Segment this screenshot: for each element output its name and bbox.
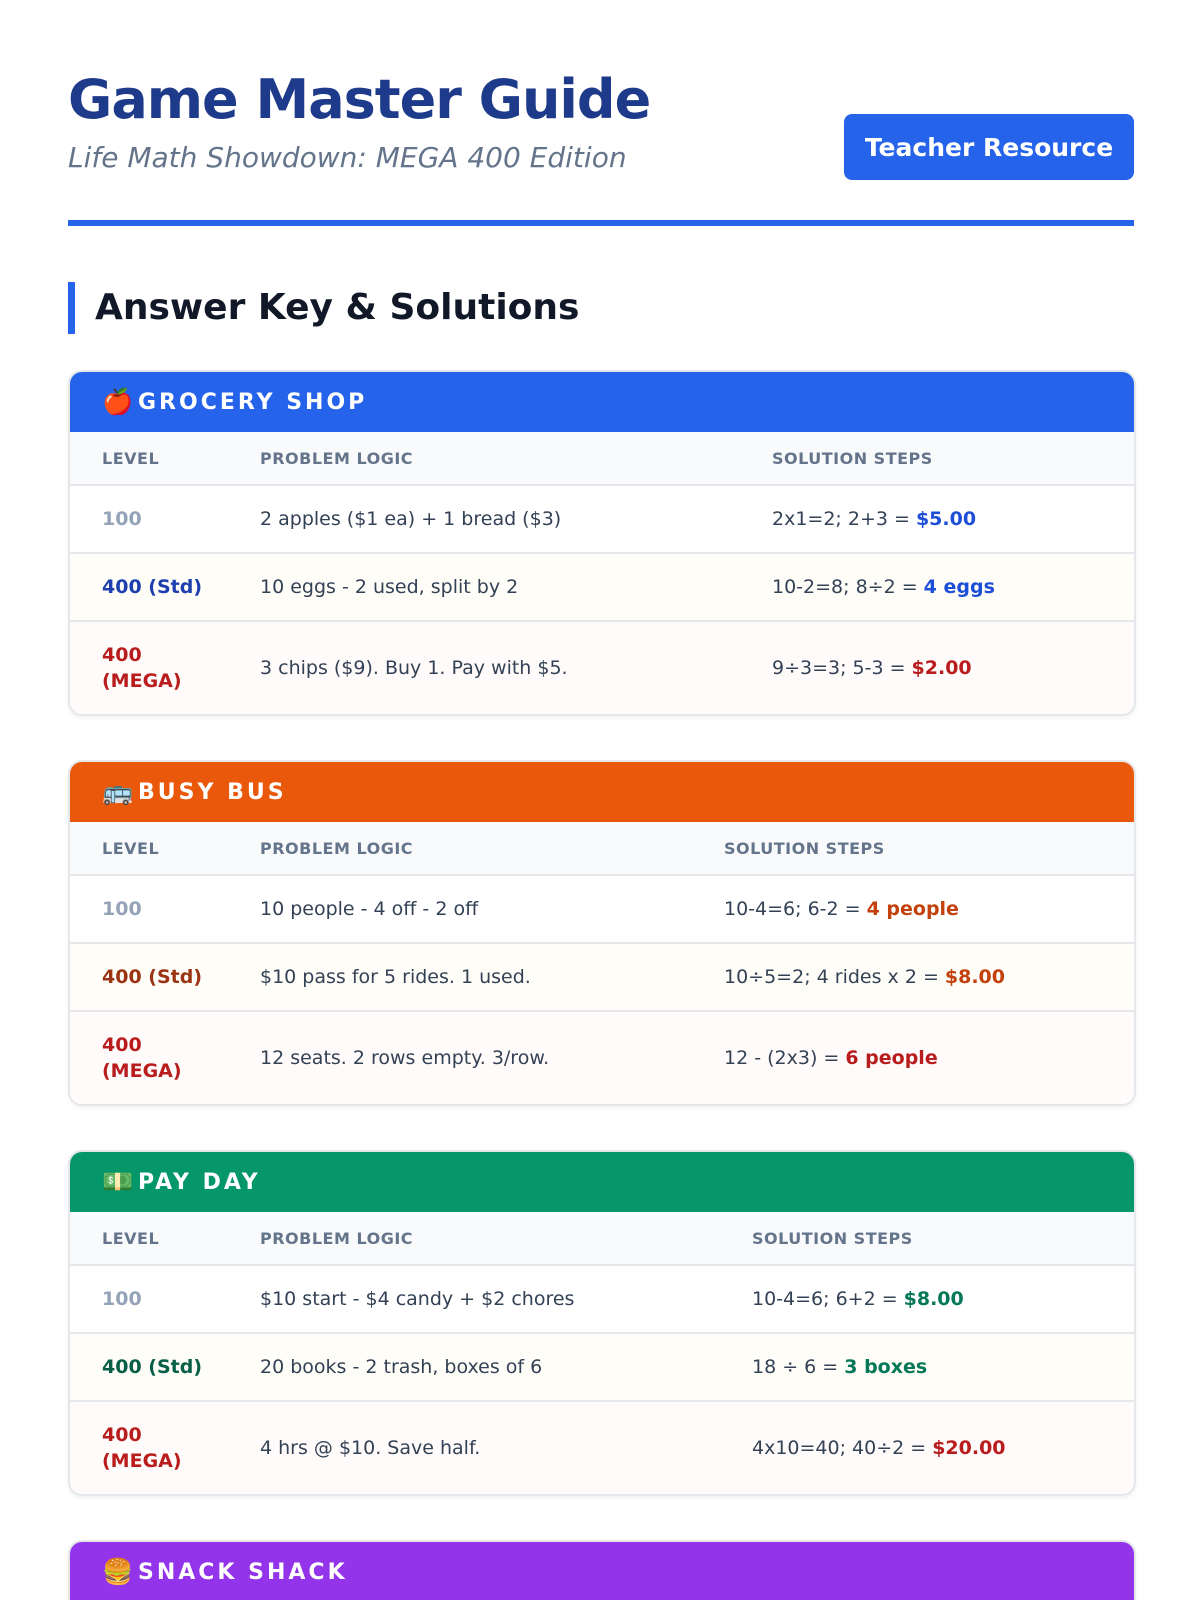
- category-header: [70, 372, 1134, 432]
- level-tag: (MEGA): [102, 1060, 182, 1082]
- money-icon: 💵: [102, 1167, 134, 1196]
- solution-answer: $20.00: [932, 1437, 1006, 1459]
- level-tag: (MEGA): [102, 1450, 182, 1472]
- category-card-snack-shack: [68, 1540, 1136, 1600]
- solution-steps-cell: [752, 1402, 1006, 1494]
- column-header-logic: PROBLEM LOGIC: [260, 1228, 414, 1248]
- level-cell: 400 (Std): [102, 576, 203, 598]
- solution-steps: 4x10=40; 40÷2 =: [752, 1437, 927, 1459]
- level-cell: 400 (Std): [102, 966, 203, 988]
- solution-answer: $8.00: [944, 966, 1005, 988]
- category-header: [70, 1152, 1134, 1212]
- solution-steps-cell: [772, 622, 972, 714]
- column-header-steps: SOLUTION STEPS: [752, 1228, 913, 1248]
- table-row: [70, 484, 1134, 552]
- problem-logic-cell: 12 seats. 2 rows empty. 3/row.: [260, 1047, 550, 1069]
- solution-steps: 18 ÷ 6 =: [752, 1356, 839, 1378]
- table-row: [70, 620, 1134, 714]
- guide-header: [68, 0, 1134, 228]
- solution-answer: 6 people: [845, 1047, 938, 1069]
- problem-logic-cell: 2 apples ($1 ea) + 1 bread ($3): [260, 508, 562, 530]
- category-title: PAY DAY: [138, 1169, 261, 1195]
- category-title: GROCERY SHOP: [138, 389, 368, 415]
- solution-steps: 10-4=6; 6-2 =: [724, 898, 861, 920]
- table-row: [70, 874, 1134, 942]
- category-title: SNACK SHACK: [138, 1559, 348, 1585]
- column-header-steps: SOLUTION STEPS: [724, 838, 885, 858]
- solution-answer: $2.00: [911, 657, 972, 679]
- column-header-steps: SOLUTION STEPS: [772, 448, 933, 468]
- solution-steps-cell: [724, 944, 1005, 1010]
- problem-logic-cell: 10 people - 4 off - 2 off: [260, 898, 479, 920]
- solution-answer: $8.00: [903, 1288, 964, 1310]
- table-row: [70, 1400, 1134, 1494]
- teacher-resource-button[interactable]: Teacher Resource: [844, 114, 1134, 180]
- column-header-level: LEVEL: [102, 838, 160, 858]
- level-cell: 400 (Std): [102, 1356, 203, 1378]
- solution-answer: 3 boxes: [844, 1356, 928, 1378]
- level-cell: [102, 1012, 242, 1104]
- column-header-row: [70, 432, 1134, 484]
- category-card-pay-day: [68, 1150, 1136, 1496]
- column-header-level: LEVEL: [102, 1228, 160, 1248]
- solution-answer: 4 eggs: [923, 576, 995, 598]
- problem-logic-cell: $10 start - $4 candy + $2 chores: [260, 1288, 575, 1310]
- solution-steps-cell: [752, 1266, 964, 1332]
- level-number: 400: [102, 1424, 142, 1446]
- column-header-logic: PROBLEM LOGIC: [260, 838, 414, 858]
- level-cell: [102, 1402, 242, 1494]
- solution-answer: 4 people: [866, 898, 959, 920]
- answer-key-page: [68, 0, 1134, 1586]
- solution-steps-cell: [752, 1334, 927, 1400]
- category-header: [70, 1542, 1134, 1600]
- category-header: [70, 762, 1134, 822]
- solution-steps: 2x1=2; 2+3 =: [772, 508, 910, 530]
- solution-answer: $5.00: [915, 508, 977, 530]
- header-divider: [68, 220, 1134, 226]
- table-row: [70, 1010, 1134, 1104]
- solution-steps-cell: [724, 1012, 938, 1104]
- column-header-row: [70, 822, 1134, 874]
- solution-steps-cell: [772, 554, 995, 620]
- column-header-logic: PROBLEM LOGIC: [260, 448, 414, 468]
- level-cell: 100: [102, 1288, 142, 1310]
- problem-logic-cell: $10 pass for 5 rides. 1 used.: [260, 966, 531, 988]
- bus-icon: 🚌: [102, 777, 134, 806]
- apple-icon: 🍎: [102, 387, 134, 416]
- burger-icon: 🍔: [102, 1557, 134, 1586]
- section-heading: Answer Key & Solutions: [68, 282, 579, 334]
- category-title: BUSY BUS: [138, 779, 287, 805]
- solution-steps: 10÷5=2; 4 rides x 2 =: [724, 966, 939, 988]
- column-header-row: [70, 1212, 1134, 1264]
- problem-logic-cell: 3 chips ($9). Buy 1. Pay with $5.: [260, 657, 568, 679]
- page-title: Game Master Guide: [68, 68, 651, 131]
- problem-logic-cell: 4 hrs @ $10. Save half.: [260, 1437, 481, 1459]
- table-row: [70, 942, 1134, 1010]
- solution-steps-cell: [724, 876, 959, 942]
- problem-logic-cell: 20 books - 2 trash, boxes of 6: [260, 1356, 543, 1378]
- table-row: [70, 1264, 1134, 1332]
- page-subtitle: Life Math Showdown: MEGA 400 Edition: [68, 141, 627, 174]
- problem-logic-cell: 10 eggs - 2 used, split by 2: [260, 576, 519, 598]
- level-number: 400: [102, 1034, 142, 1056]
- category-card-grocery-shop: [68, 370, 1136, 716]
- solution-steps: 9÷3=3; 5-3 =: [772, 657, 906, 679]
- category-card-busy-bus: [68, 760, 1136, 1106]
- level-cell: [102, 622, 242, 714]
- solution-steps: 10-2=8; 8÷2 =: [772, 576, 918, 598]
- solution-steps: 10-4=6; 6+2 =: [752, 1288, 898, 1310]
- solution-steps-cell: [772, 486, 976, 552]
- solution-steps: 12 - (2x3) =: [724, 1047, 840, 1069]
- table-row: [70, 552, 1134, 620]
- table-row: [70, 1332, 1134, 1400]
- level-tag: (MEGA): [102, 670, 182, 692]
- level-cell: 100: [102, 508, 142, 530]
- column-header-level: LEVEL: [102, 448, 160, 468]
- level-number: 400: [102, 644, 142, 666]
- level-cell: 100: [102, 898, 142, 920]
